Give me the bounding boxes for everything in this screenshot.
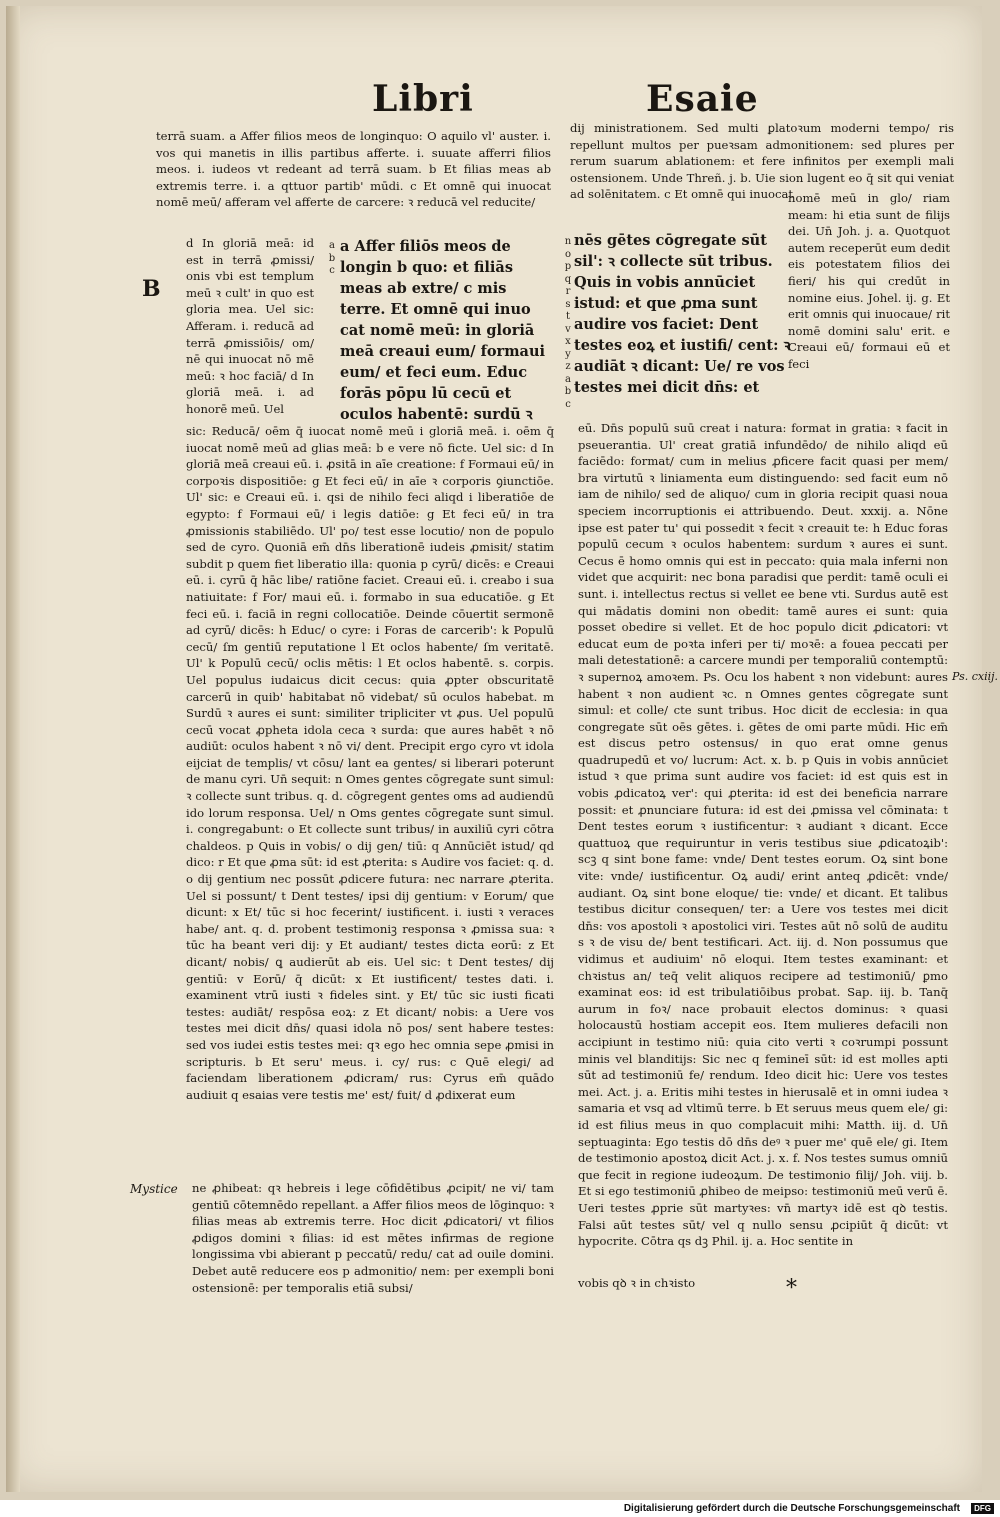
footer-credit: Digitalisierung gefördert durch die Deutsche Forschungsgemeinschaft <box>623 1503 960 1514</box>
right-top-paragraph: dij ministrationem. Sed multi ꝑlatoꝛum moderni tempo/ ris repellunt multos per pueꝛsam admonitionem: sed plures per rerum suarum ablationem: et fere infinitos per exempli mali ostensionem. Unde Threñ. j. b. Uie sion lugent eo q̄ sit qui veniat ad solēnitatem. c Et omnē qui inuocat <box>570 121 954 202</box>
left-gloss-paragraph: d In gloriā meā: id est in terrā ꝓmissi/ onis vbi est templum meū ꝛ cult' in quo est gloria mea. Uel sic: Afferam. i. reducā ad terrā ꝓmissiōis/ om/ nē qui inuocat nō mē meū: ꝛ hoc faciā/ d In gloriā meā. i. ad honorē meū. Uel <box>186 236 314 416</box>
left-lemma-paragraph: a Affer filiōs meos de longin b quo: et filiās meas ab extre/ c mis terre. Et omnē qui inuo cat nomē meū: in gloriā meā creaui eum/ formaui eum/ et feci eum. Educ forās pōpu lū cecū et oculos habentē: surdū ꝛ <box>340 238 545 421</box>
left-column-top-text <box>156 128 551 232</box>
right-main-paragraph: eū. Dn̄s populū suū creat i natura: format in gratia: ꝛ facit in pseuerantia. Ul' creat gratiā infundēdo/ de nihilo aliqd eū faciēdo: format/ cum in melius ꝓficere facit quasi per mem/ bra virtutū ꝛ liniamenta eum distinguendo: sed facit eum nō iam de nihilo/ sed de aliquo/ cum in gloria recipit quasi noua speciem incorruptionis ei attribuendo. Deut. xxxij. a. Nōne ipse est pater tu' qui possedit ꝛ fecit ꝛ creauit te: h Educ foras populū cecum ꝛ oculos habentem: surdum ꝛ aures ei sunt. Cecus ē homo omnis qui est in peccato: quia mala inferni non videt que acquirit: nec bona paradisi que perdit: tamē oculi ei sunt. i. intellectus rectus si vellet ee bene vti. Surdus autē est qui mādatis domini non obedit: tamē aures ei sunt: quia posset obedire si vellet. Et de hoc populo dicit ꝓdicatori: vt educat eum de poꝛta inferi per ti/ moꝛē: a fouea peccati per mali detestationē: a carcere mundi per temporaliū contemptū: ꝛ supernoꝝ amoꝛem. Ps. Ocu los habent ꝛ non videbunt: aures habent ꝛ non audient ꝛc. n Omnes gentes cōgregate sunt simul: et colle/ cte sunt tribus. Hoc dicit de ecclesia: in qua congregate sūt oēs gētes. i. gētes de omi parte mūdi. Hic em̄ est discus petro ostensus/ in quo erat omne genus quadrupedū et vo/ lucrum: Act. x. b. p Quis in vobis annūciet istud ꝛ que prima sunt audire vos faciet: id est quis est in vobis ꝓdicatoꝝ ver': qui ꝓterita: id est dei beneficia narrare possit: et ꝓnunciare futura: id est dei ꝓmissa vel cōminata: t Dent testes eorum ꝛ iustificentur: ꝛ audiant ꝛ dicant. Ecce quattuoꝝ que requiruntur in veris testibus siue ꝓdicatoꝝib': scꝫ q sint bone fame: vnde/ Dent testes eorum. Oꝝ sint bone vite: vnde/ iustificentur. Oꝝ audi/ erint anteq ꝓdicēt: vnde/ audiant. Oꝝ sint bone eloque/ tie: vnde/ et dicant. Et talibus testibus dicitur consequen/ ter: a Uere vos testes mei dicit dn̄s: vos apostoli ꝛ apostolici viri. Testes aūt nō solū de auditu s ꝛ de visu de/ bent testificari. Act. iij. d. Non possumus que vidimus et audiuim' nō eloqui. Item testes examinant: et chꝛistus an/ teq̄ velit aliquos recipere ad testimoniū/ ꝑmo examinat eos: id est tribulatiōibus probat. Sap. iij. b. Tanq̄ aurum in foꝛ/ nace probauit electos dominus: ꝛ quasi holocaustū hostiam accepit eos. Item mulieres defacili non accipiunt in testimo niū: quia cito verti ꝛ coꝛrumpi possunt minis vel blanditijs: Sic nec q femineī sūt: id est molles apti sūt ad testimoniū fe/ rendum. Ideo dicit hic: Uere vos testes mei. Act. j. a. Eritis mihi testes in hierusalē et in omni iudea ꝛ samaria et vsq ad vltimū terre. b Et seruus meus quem ele/ gi: id est filius meus in quo complacuit mihi: Matth. iij. d. Un̄ septuaginta: Ego testis dō dn̄s deꝰ ꝛ puer me' quē ele/ gi. Item de testimonio apostoꝝ dicit Act. j. x. f. Nos testes sumus omniū que fecit in regione iudeoꝝum. De testimonio filij/ Joh. viij. b. Et si ego testimoniū ꝓhibeo de meipso: testimoniū meū verū ē. Ueri testes ꝓprie sūt martyꝛes: vn̄ martyꝛ idē est qꝺ testis. Falsi aūt testes sūt/ vel q nullo sensu ꝓcipiūt q̄ dicūt: vt hypocrite. Cōtra qs dꝫ Phil. ij. a. Hoc sentite in <box>578 421 948 1249</box>
left-tail-paragraph: ne ꝓhibeat: qꝛ hebreis i lege cōfidētibus ꝓcipit/ ne vi/ tam gentiū cōtemnēdo repellant. a Affer filios meos de lōginquo: ꝛ filias meas ab extremis terre. Hoc dicit ꝓdicatori/ vt filios ꝓdigos domini ꝛ filias: id est mētes infirmas de regione longissima vbi abierant p peccatū/ redu/ cat ad ouile domini. Debet autē reducere eos p admonitio/ nem: per exempli boni ostensionē: per temporalis etiā subsi/ <box>192 1181 554 1295</box>
running-head-left: Libri <box>372 78 474 120</box>
left-gloss-narrow <box>186 235 314 435</box>
right-gloss-narrow <box>788 190 950 430</box>
page-gutter <box>6 6 20 1492</box>
dfg-logo: DFG <box>971 1503 994 1514</box>
left-lemma-sigla: a b c <box>328 240 336 276</box>
right-column-tail-text <box>578 1275 948 1301</box>
left-lemma-text <box>340 236 550 421</box>
asterisk-icon: * <box>786 1276 797 1301</box>
right-lemma-paragraph: nēs gētes cōgregate sūt sil': ꝛ collecte sūt tribus. Quis in vobis annūciet istud: et que ꝓma sunt audire vos faciet: Dent testes eoꝝ et iustifi/ cent: ꝛ audiāt ꝛ dicant: Ue/ re vos testes mei dicit dn̄s: et <box>574 232 791 396</box>
margin-note-mystice: Mystice <box>130 1182 178 1196</box>
left-main-paragraph: sic: Reducā/ oēm q̄ iuocat nomē meū i gloriā meā. i. oēm q̄ iuocat nomē meū ad glias meā: b e vere nō ficte. Uel sic: d In gloriā meā creaui eū. i. ꝓsitā in aīe creatione: f Formaui eū/ in corpoꝛis dispositiōe: g Et feci eū/ in aīe ꝛ corporis ꝯiunctiōe. Ul' sic: e Creaui eū. i. qsi de nihilo feci aliqd i liberatiōe de egypto: f Formaui eū/ i legis datiōe: g Et feci eū/ in tra ꝓmissionis stabiliēdo. Ul' po/ test esse locutio/ non de populo sed de cyro. Quoniā em̄ dn̄s liberationē iudeis ꝓmisit/ statim subdit p quem fiet liberatio illa: quonia p cyrū/ dicēs: e Creaui eū. i. cyrū q̄ hāc libe/ ratiōne faciet. Creaui eū. i. creabo i sua natiuitate: f For/ maui eū. i. formabo in sua educatiōe. g Et feci eū. i. faciā in regni collocatiōe. Deinde cōuertit sermonē ad cyrū/ dicēs: h Educ/ o cyre: i Foras de carcerib': k Populū cecū/ ſm gentiū reputatione l Et oclos habente/ ſm veritatē. Ul' k Populū cecū/ oclis mētis: l Et oclos habentē. s. corpis. Uel populus iudaicus dicit cecus: quia ꝓpter obscuritatē carcerū in quib' habitabat nō videbat/ sū oculos habebat. m Surdū ꝛ aures ei sunt: similiter tripliciter vt ꝓus. Uel populū cecū vocat ꝓpheta idola ceca ꝛ surda: que aures habēt ꝛ nō audiūt: oculos habent ꝛ nō vi/ dent. Precipit ergo cyro vt idola eijciat de templis/ vt cōsu/ lant ea gentes/ si liberari poterunt de manu cyri. Un̄ sequit: n Omes gentes cōgregate sunt simul: ꝛ collecte sunt tribus. q. d. cōgregent gentes oms ad audiendū ido lorum responsa. Uel/ n Oms gentes cōgregate sunt simul. i. congregabunt: o Et collecte sunt tribus/ in auxiliū cyri cōtra chaldeos. p Quis in vobis/ o dij gen/ tiū: q Annūciēt istud/ qd dico: r Et que ꝓma sūt: id est ꝓterita: s Audire vos faciet: q. d. o dij gentium nec possūt ꝓdicere futura: nec narrare ꝓterita. Uel si possunt/ t Dent testes/ ipsi dij gentium: v Eorum/ que dicunt: x Et/ tūc si hoc fecerint/ iustificent. i. iusti ꝛ veraces habe/ ant. q. d. probent testimoniꝫ responsa ꝛ ꝓmissa sua: ꝛ tūc ha beant veri dij: y Et audiant/ testes dicta eorū: z Et dicant/ nobis/ ꝗ audierūt ab eis. Uel sic: t Dent testes/ dij gentiū: v Eorū/ q̄ dicūt: x Et iustificent/ testes dati. i. examinent vtrū iusti ꝛ fideles sint. y Et/ tūc sic iusti ficati testes: audiāt/ respōsa eoꝝ: z Et dicant/ nobis: a Uere vos testes mei dicit dn̄s/ quasi idola nō pos/ sent habere testes: sed vos iudei estis testes mei: qꝛ ego hec omnia sepe ꝓmisi in scripturis. b Et seru' meus. i. cy/ rus: c Quē elegi/ ad faciendam liberationem ꝓdicram/ rus: Cyrus em̄ quādo audiuit q esaias vere testis me' est/ fuit/ d ꝓdixerat eum <box>186 424 554 1102</box>
running-head-right: Esaie <box>646 78 759 120</box>
right-tail-paragraph: vobis qꝺ ꝛ in chꝛisto <box>578 1276 696 1290</box>
margin-note-psalm: Ps. cxiij. <box>952 670 999 683</box>
right-gloss-paragraph: nomē meū in glo/ riam meam: hi etia sunt de filijs dei. Un̄ Joh. j. a. Quotquot autem receperūt eum dedit eis potestatem filios dei fieri/ his qui credūt in nomine eius. Johel. ij. g. Et erit omnis qui inuocaue/ rit nomē domini salu' erit. e Creaui eū/ formaui eū et feci <box>788 191 950 371</box>
right-lemma-sigla: n o p q r s t v x y z a b c <box>564 236 572 410</box>
left-column-mystice-text <box>192 1180 554 1302</box>
left-column-main-text <box>186 423 554 1175</box>
digitization-footer <box>0 1500 1000 1517</box>
right-column-main-text <box>578 420 948 1282</box>
right-lemma-text <box>574 230 792 398</box>
left-top-paragraph: terrā suam. a Affer filios meos de longinquo: O aquilo vl' auster. i. vos qui manetis in illis partibus afferte. i. suuate afferri filios meos. i. iudeos vt redeant ad terrā suam. b Et filias meas ab extremis terre. i. a qttuor partib' mūdi. c Et omnē qui inuocat nomē meū/ afferam vel afferte de carcere: ꝛ reducā vel reducite/ <box>156 129 551 210</box>
margin-letter-b: B <box>142 276 161 302</box>
